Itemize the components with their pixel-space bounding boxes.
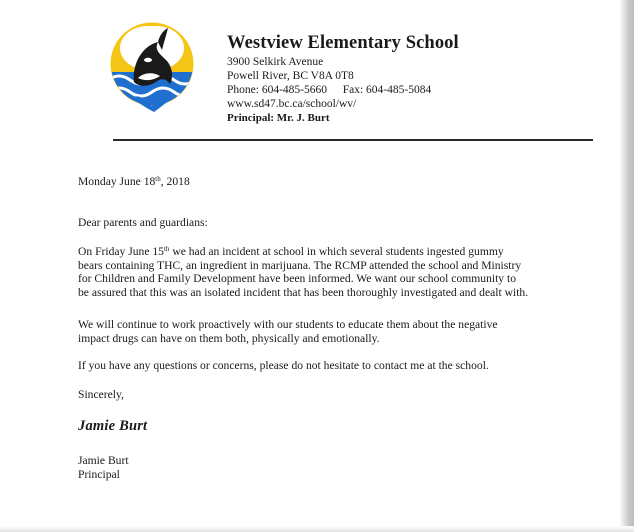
phone-fax-line: [227, 83, 431, 97]
school-name: Westview Elementary School: [227, 33, 459, 53]
orca-whale-logo-icon: [108, 20, 196, 114]
closing: Sincerely,: [78, 388, 124, 401]
fax-number: Fax: 604-485-5084: [342, 84, 432, 96]
paragraph-line: We will continue to work proactively with our students to educate them about the negative: [78, 318, 498, 331]
phone-number: Phone: 604-485-5660: [227, 84, 327, 96]
signer-name: Jamie Burt: [78, 454, 129, 467]
salutation: Dear parents and guardians:: [78, 216, 208, 229]
paragraph-line: bears containing THC, an ingredient in marijuana. The RCMP attended the school and Ministry: [78, 258, 522, 272]
page-bottom-shadow: [0, 526, 634, 532]
letter-date: Monday June 18th, 2018: [78, 175, 190, 188]
signer-title: Principal: [78, 468, 120, 481]
letterhead-divider: [113, 139, 593, 141]
paragraph-line: be assured that this was an isolated incident that has been thoroughly investigated and dealt with.: [78, 285, 529, 299]
paragraph-contact: If you have any questions or concerns, please do not hesitate to contact me at the school.: [78, 359, 489, 372]
page-edge-shadow: [620, 0, 634, 532]
principal-line: Principal: Mr. J. Burt: [227, 112, 330, 124]
paragraph-line: impact drugs can have on them both, physically and emotionally.: [78, 331, 380, 345]
paragraph-line: for Children and Family Development have been informed. We want our school community to: [78, 272, 517, 285]
paragraph-line: On Friday June 15th we had an incident at school in which several students ingested gummy: [78, 245, 504, 258]
paragraph-education: [78, 318, 578, 345]
school-website: www.sd47.bc.ca/school/wv/: [227, 98, 357, 110]
paragraph-incident: [78, 245, 578, 299]
address-line-2: Powell River, BC V8A 0T8: [227, 70, 354, 82]
handwritten-signature: Jamie Burt: [78, 418, 148, 434]
address-line-1: 3900 Selkirk Avenue: [227, 56, 324, 68]
